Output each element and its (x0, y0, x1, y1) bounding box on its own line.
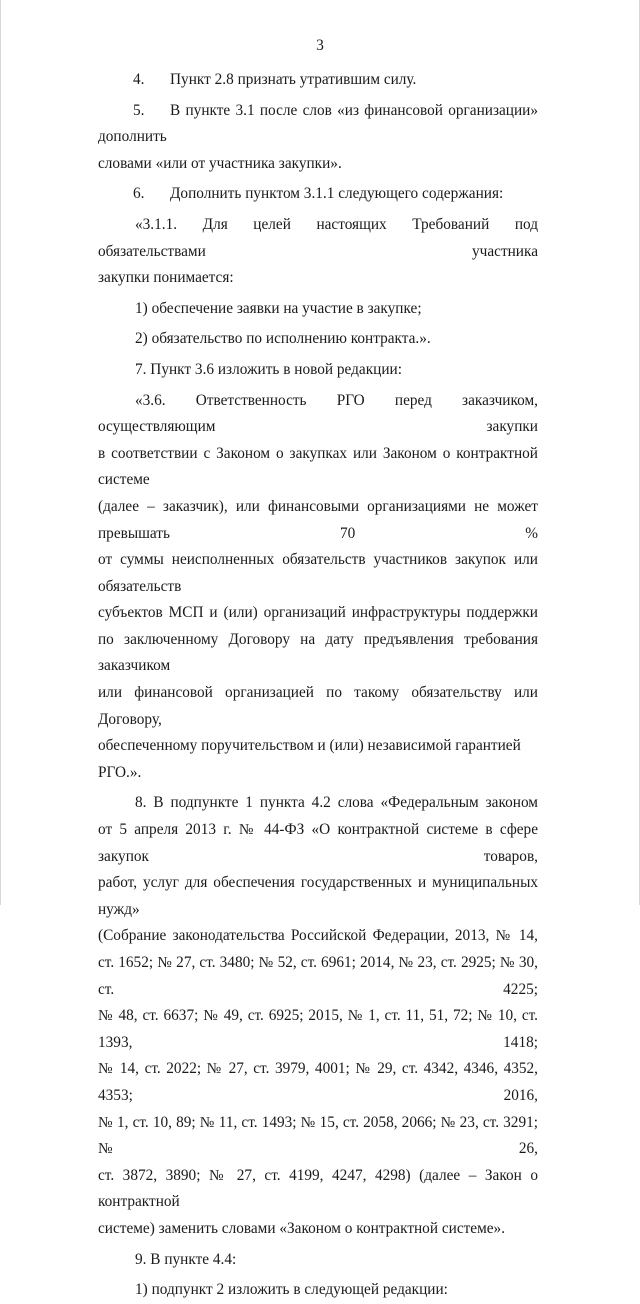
item-number: 6. (133, 185, 145, 203)
text-line: «3.6. Ответственность РГО перед заказчиком, осуществляющим закупки (98, 391, 538, 436)
text-line: ст. 1652; № 27, ст. 3480; № 52, ст. 6961; 2014, № 23, ст. 2925; № 30, ст. 4225; (98, 954, 538, 998)
item-number: 4. (133, 71, 145, 88)
line-text: Дополнить пунктом 3.1.1 следующего содержания: (170, 185, 504, 203)
paragraph-item-5 (98, 98, 538, 151)
text-line: 7. Пункт 3.6 изложить в новой редакции: (135, 360, 402, 378)
text-line: работ, услуг для обеспечения государственных и муниципальных нужд» (98, 874, 538, 918)
text-line: № 48, ст. 6637; № 49, ст. 6925; 2015, № 1, ст. 11, 51, 72; № 10, ст. 1393, 1418; (98, 1007, 538, 1051)
text-line: 1) обеспечение заявки на участие в закупке; (135, 299, 422, 317)
text-line: (Собрание законодательства Российской Федерации, 2013, № 14, (98, 927, 538, 945)
text-line: субъектов МСП и (или) организаций инфраструктуры поддержки (98, 604, 538, 622)
text-line: (далее – заказчик), или финансовыми организациями не может превышать 70 % (98, 497, 538, 542)
page-number: 3 (316, 37, 324, 54)
item-number: 5. (133, 101, 145, 119)
text-line: № 1, ст. 10, 89; № 11, ст. 1493; № 15, ст. 2058, 2066; № 23, ст. 3291; № 26, (98, 1113, 538, 1158)
paragraph-item-6 (98, 181, 538, 208)
text-line: закупки понимается: (98, 269, 234, 287)
text-line: в соответствии с Законом о закупках или Законом о контрактной системе (98, 444, 538, 489)
text-line: 8. В подпункте 1 пункта 4.2 слова «Федеральным законом (135, 794, 538, 812)
text-line: 1) подпункт 2 изложить в следующей редакции: (135, 1281, 448, 1299)
text-line: «3.1.1. Для целей настоящих Требований под обязательствами участника (98, 215, 538, 260)
text-line: 9. В пункте 4.4: (135, 1250, 237, 1268)
document-body (98, 67, 538, 1304)
line-text: В пункте 3.1 после слов «из финансовой организации» дополнить (98, 101, 538, 146)
line-text: Пункт 2.8 признать утратившим силу. (170, 71, 417, 88)
paragraph-item-4 (98, 67, 538, 94)
text-line: системе) заменить словами «Законом о контрактной системе». (98, 1219, 506, 1237)
text-line: 2) обязательство по исполнению контракта.». (135, 330, 431, 348)
text-line: словами «или от участника закупки». (98, 154, 342, 172)
text-line: от 5 апреля 2013 г. № 44-ФЗ «О контрактной системе в сфере закупок товаров, (98, 821, 538, 865)
text-line: № 14, ст. 2022; № 27, ст. 3979, 4001; № 29, ст. 4342, 4346, 4352, 4353; 2016, (98, 1060, 538, 1104)
text-line: или финансовой организацией по такому обязательству или Договору, (98, 684, 538, 728)
text-line: обеспеченному поручительством и (или) независимой гарантией РГО.». (98, 737, 521, 781)
text-line: по заключенному Договору на дату предъявления требования заказчиком (98, 630, 538, 675)
text-line: от суммы неисполненных обязательств участников закупок или обязательств (98, 551, 538, 595)
text-line: ст. 3872, 3890; № 27, ст. 4199, 4247, 4298) (далее – Закон о контрактной (98, 1166, 538, 1211)
